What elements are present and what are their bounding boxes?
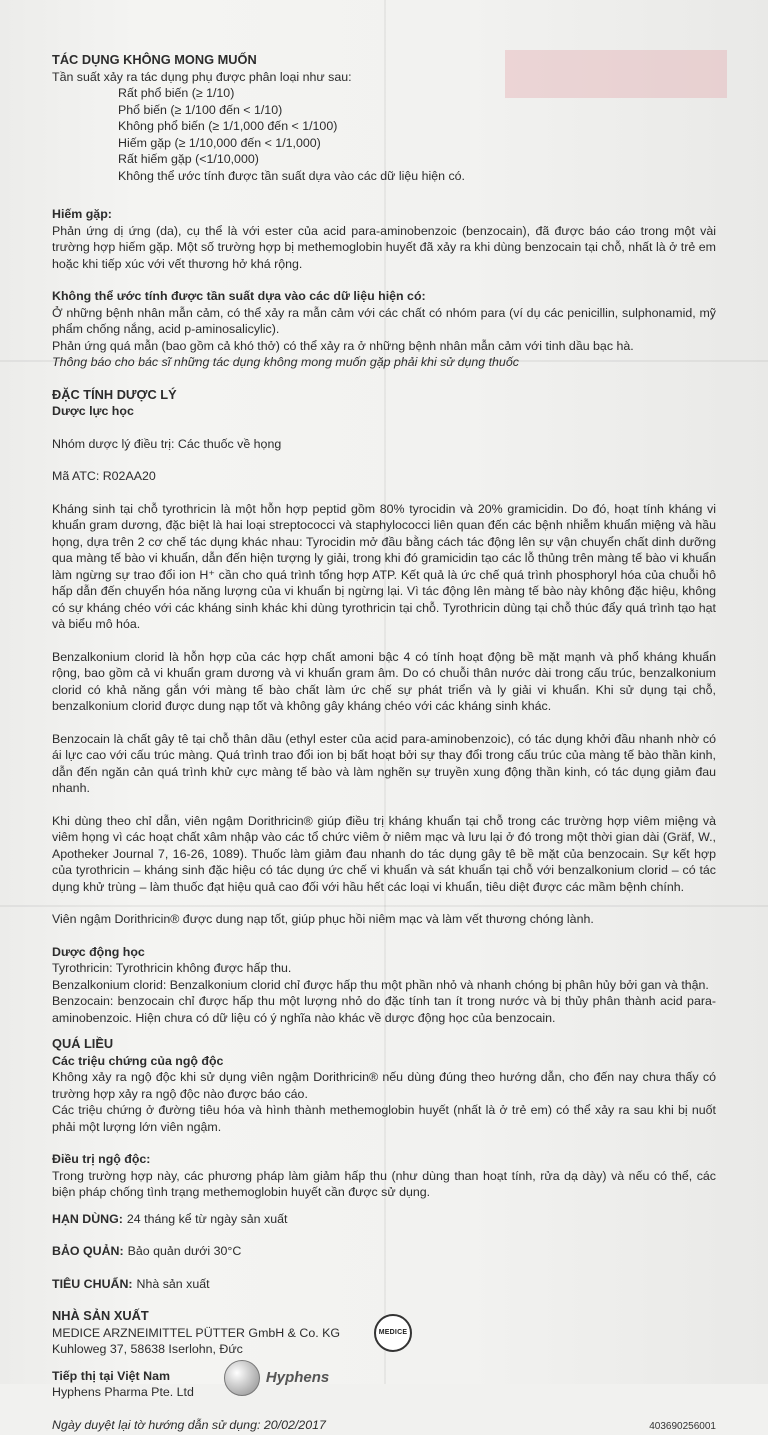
hyphens-logo-text: Hyphens	[266, 1370, 329, 1387]
manufacturer-heading: NHÀ SẢN XUẤT	[52, 1308, 340, 1325]
expiry-label: HẠN DÙNG:	[52, 1211, 123, 1228]
benzocain-paragraph: Benzocain là chất gây tê tại chỗ thân dầu (ethyl ester của acid para-aminobenzoic), có tác dụng khởi đầu nhanh nhờ có ái lực cao với cấu trúc màng. Quá trình trao đổi ion bị bất hoạt bởi sự thay đổi trong cấu trúc của màng tế bào thần kinh, dẫn đến ngăn cản quá trình khử cực màng tế bào và làm nghẽn sự truyền xung động thần kinh, có tác dụng giảm đau nhanh.	[52, 731, 716, 797]
overdose-symptoms-text: Không xảy ra ngộ độc khi sử dụng viên ngậm Dorithricin® nếu dùng đúng theo hướng dẫn, cho đến nay chưa thấy có trường hợp xảy ra ngộ độc nào được báo cáo.	[52, 1069, 716, 1102]
pharmacological-group: Nhóm dược lý điều trị: Các thuốc về họng	[52, 436, 716, 453]
overdose-heading: QUÁ LIỀU	[52, 1036, 716, 1053]
frequency-item: Hiếm gặp (≥ 1/10,000 đến < 1/1,000)	[52, 135, 716, 152]
leaflet-content	[52, 52, 716, 1435]
overdose-symptoms-heading: Các triệu chứng của ngộ độc	[52, 1053, 716, 1070]
storage-value: Bảo quản dưới 30°C	[128, 1243, 242, 1260]
storage-row	[52, 1243, 716, 1260]
rare-text: Phản ứng dị ứng (da), cụ thể là với ester của acid para-aminobenzoic (benzocain), đã được báo cáo trong một vài trường hợp hiếm gặp. Một số trường hợp bị methemoglobin huyết đã xảy ra khi dùng benzocain tại chỗ, nhất là ở trẻ em hoặc khi tiếp xúc với vết thương hở khá rộng.	[52, 223, 716, 273]
benzalkonium-paragraph: Benzalkonium clorid là hỗn hợp của các hợp chất amoni bậc 4 có tính hoạt động bề mặt mạnh và phổ kháng khuẩn rộng, bao gồm cả vi khuẩn gram dương và vi khuẩn gram âm. Do có chuỗi thân nước dài trong cấu trúc, benzalkonium clorid có khả năng gắn với màng tế bào chất làm ức chế sự phát triển và ly giải vi khuẩn. Khi sử dụng tại chỗ, benzalkonium clorid được dung nạp tốt và không gây kháng chéo với các kháng sinh khác.	[52, 649, 716, 715]
frequency-item: Không thể ước tính được tần suất dựa vào các dữ liệu hiện có.	[52, 168, 716, 185]
manufacturer-block	[52, 1308, 412, 1358]
expiry-value: 24 tháng kể từ ngày sản xuất	[127, 1211, 288, 1228]
medice-logo	[374, 1314, 412, 1352]
standard-value: Nhà sản xuất	[137, 1276, 210, 1293]
frequency-item: Phổ biến (≥ 1/100 đến < 1/10)	[52, 102, 716, 119]
rare-heading: Hiếm gặp:	[52, 206, 716, 223]
expiry-row	[52, 1211, 716, 1228]
standard-row	[52, 1276, 716, 1293]
frequency-item: Rất phổ biến (≥ 1/10)	[52, 85, 716, 102]
pharmacodynamics-heading: Dược lực học	[52, 403, 716, 420]
overdose-treatment-text: Trong trường hợp này, các phương pháp làm giảm hấp thu (như dùng than hoạt tính, rửa dạ dày) và nếu có thể, các biện pháp chống tình trạng methemoglobin huyết cần được sử dụng.	[52, 1168, 716, 1201]
atc-code: Mã ATC: R02AA20	[52, 468, 716, 485]
pk-benzalkonium: Benzalkonium clorid: Benzalkonium clorid chỉ được hấp thu một phần nhỏ và nhanh chóng bị phân hủy bởi gan và thận.	[52, 977, 716, 994]
marketing-heading: Tiếp thị tại Việt Nam	[52, 1368, 194, 1385]
pk-benzocain: Benzocain: benzocain chỉ được hấp thu một lượng nhỏ do đặc tính tan ít trong nước và bị thủy phân thành acid para-aminobenzoic. Hiện chưa có dữ liệu có ý nghĩa nào khác về dược động học của benzocain.	[52, 993, 716, 1026]
pharmacokinetics-heading: Dược động học	[52, 944, 716, 961]
usage-paragraph: Khi dùng theo chỉ dẫn, viên ngậm Dorithricin® giúp điều trị kháng khuẩn tại chỗ trong các trường hợp viêm miệng và viêm họng vì các hoạt chất xâm nhập vào các tổ chức viêm ở niêm mạc và lưu lại ở đó trong một thời gian dài (Gräf, W., Apotheker Journal 7, 16-26, 1089). Thuốc làm giảm đau nhanh do tác dụng gây tê bề mặt của benzocain. Sự kết hợp của tyrothricin – kháng sinh đặc hiệu có tác dụng ức chế vi khuẩn và sát khuẩn tại chỗ với benzalkonium clorid – có tác dụng khử trùng – làm thuốc đạt hiệu quả cao đối với hầu hết các loại vi khuẩn, tiêu diệt được các mầm bệnh chính.	[52, 813, 716, 896]
frequency-item: Rất hiếm gặp (<1/10,000)	[52, 151, 716, 168]
globe-icon	[224, 1360, 260, 1396]
manufacturer-name: MEDICE ARZNEIMITTEL PÜTTER GmbH & Co. KG	[52, 1325, 340, 1342]
unknown-frequency-heading: Không thể ước tính được tần suất dựa vào các dữ liệu hiện có:	[52, 288, 716, 305]
overdose-symptoms-text: Các triệu chứng ở đường tiêu hóa và hình thành methemoglobin huyết (nhất là ở trẻ em) có thể xảy ra sau khi bị nuốt phải một lượng lớn viên ngậm.	[52, 1102, 716, 1135]
unknown-frequency-text: Ở những bệnh nhân mẫn cảm, có thể xảy ra mẫn cảm với các chất có nhóm para (ví dụ các penicillin, sulphonamid, mỹ phẩm chống nắng, acid p-aminosalicylic).	[52, 305, 716, 338]
doctor-notice: Thông báo cho bác sĩ những tác dụng không mong muốn gặp phải khi sử dụng thuốc	[52, 354, 716, 371]
tyrothricin-paragraph: Kháng sinh tại chỗ tyrothricin là một hỗn hợp peptid gồm 80% tyrocidin và 20% gramicidin. Do đó, hoạt tính kháng vi khuẩn gram dương, đặc biệt là hai loại streptococci và staphylococci liên quan đến các bệnh nhiễm khuẩn miệng và hầu họng, dựa trên 2 cơ chế tác dụng khác nhau: Tyrocidin mở đầu bằng cách tác động lên sự vận chuyển chất dinh dưỡng qua màng tế bào vi khuẩn, dẫn đến hiện tượng ly giải, trong khi đó gramicidin tạo các lỗ thủng trên màng tế bào vi khuẩn làm ngừng sự trao đổi ion H⁺ cần cho quá trình tổng hợp ATP. Kết quả là ức chế quá trình phosphoryl hóa của chuỗi hô hấp dẫn đến chuyển hóa năng lượng của vi khuẩn bị ngừng lại. Vì tác động lên màng tế bào này không đặc hiệu, không có sự kháng chéo với các kháng sinh khác khi dùng tyrothricin tại chỗ. Tyrothricin dùng tại chỗ thúc đẩy quá trình tạo hạt và biểu mô hóa.	[52, 501, 716, 633]
unknown-frequency-text: Phản ứng quá mẫn (bao gồm cả khó thở) có thể xảy ra ở những bệnh nhân mẫn cảm với tinh dầu bạc hà.	[52, 338, 716, 355]
side-effects-intro: Tần suất xảy ra tác dụng phụ được phân loại như sau:	[52, 69, 716, 86]
manufacturer-address: Kuhloweg 37, 58638 Iserlohn, Đức	[52, 1341, 340, 1358]
frequency-item: Không phổ biến (≥ 1/1,000 đến < 1/100)	[52, 118, 716, 135]
overdose-treatment-heading: Điều trị ngộ độc:	[52, 1151, 716, 1168]
footer	[52, 1417, 716, 1435]
revision-date: Ngày duyệt lại tờ hướng dẫn sử dụng: 20/02/2017	[52, 1417, 326, 1434]
standard-label: TIÊU CHUẨN:	[52, 1276, 133, 1293]
medice-logo-text: MEDICE	[379, 1325, 407, 1342]
document-code: 403690256001	[649, 1419, 716, 1435]
pk-tyrothricin: Tyrothricin: Tyrothricin không được hấp thu.	[52, 960, 716, 977]
tolerance-paragraph: Viên ngậm Dorithricin® được dung nạp tốt, giúp phục hồi niêm mạc và làm vết thương chóng lành.	[52, 911, 716, 928]
marketing-block	[52, 1368, 716, 1401]
storage-label: BẢO QUẢN:	[52, 1243, 124, 1260]
marketing-company: Hyphens Pharma Pte. Ltd	[52, 1384, 194, 1401]
pharmacology-heading: ĐẶC TÍNH DƯỢC LÝ	[52, 387, 716, 404]
hyphens-logo	[224, 1360, 329, 1396]
side-effects-heading: TÁC DỤNG KHÔNG MONG MUỐN	[52, 52, 716, 69]
